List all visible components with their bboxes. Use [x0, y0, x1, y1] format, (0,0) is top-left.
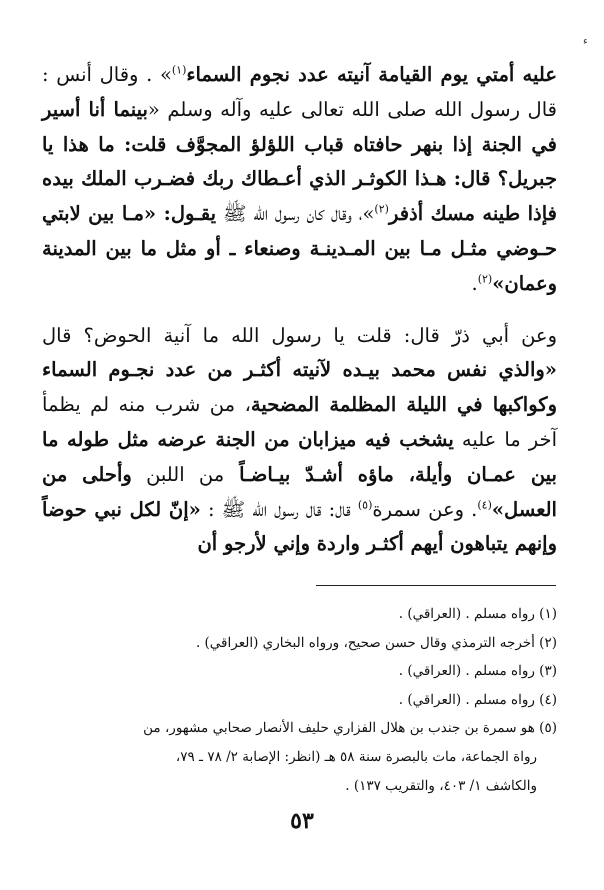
- footnote-5: (٥) هو سمرة بن جندب بن هلال الفزاري حليف الأنصار صحابي مشهور، من: [143, 720, 557, 737]
- footnotes: [42, 600, 557, 800]
- footnote-ref: (٥): [357, 498, 373, 512]
- body-text: قال رسول الله صلى الله تعالى عليه وآله وسلم «: [147, 97, 557, 121]
- footnote-separator: [316, 585, 556, 586]
- footnote-ref: (٢): [477, 272, 493, 286]
- body-text: ، من شرب منه لم يظمأ آخر ما عليه: [42, 393, 557, 451]
- quote-text: وأحلى من العسل»: [42, 462, 557, 521]
- footnote-4: (٤) رواه مسلم . (العراقي) .: [398, 691, 557, 708]
- quote-text: «إنّ لكل نبي حوضاً وإنهم يتباهون أيهم أكثـر واردة وإني لأرجو أن: [42, 497, 557, 556]
- footnote-5-cont: رواة الجماعة، مات بالبصرة سنة ٥٨ هـ (انظر: الإصابة ٢/ ٧٨ ـ ٧٩،: [175, 748, 537, 765]
- quote-text: آنيته عدد نجوم السماء: [186, 63, 379, 86]
- quote-text: «والذي نفس محمد بيـده لآنيته أكثـر من عدد نجـوم السماء وكواكبها في الليلة المظلمة المضحية: [42, 358, 557, 417]
- quote-text: بينما أنا أسير في الجنة إذا بنهر حافتاه قباب اللؤلؤ المجوَّف قلت: ما هذا يا جبريل؟ قال: هـذا الكوثـر الذي أعـطاك ربك فضـرب الملك بيده فإذا طينه مسك أذفر: [42, 97, 557, 226]
- body-text: »، وقال كان رسول الله ﷺ: [216, 202, 375, 226]
- main-text: [42, 58, 557, 562]
- footnote-ref: (٢): [374, 202, 389, 216]
- body-text: » . وقال أنس :: [42, 63, 172, 86]
- corner-mark: ء: [583, 36, 588, 47]
- footnote-5-cont: والكاشف ١/ ٤٠٣، والتقريب ١٣٧) .: [345, 777, 537, 794]
- paragraph-2: [42, 319, 557, 563]
- footnote-1: (١) رواه مسلم . (العراقي) .: [398, 606, 557, 622]
- quote-text: عليه أمتي يوم القيامة: [378, 63, 557, 86]
- body-text: .: [471, 271, 478, 295]
- footnote-ref: (١): [171, 63, 187, 77]
- footnote-2: (٢) أخرجه الترمذي وقال حسن صحيح، ورواه البخاري (العراقي) .: [195, 634, 557, 651]
- body-text: وعن أبي ذرّ قال: قلت يا رسول الله ما آنية الحوض؟ قال: [42, 323, 557, 347]
- body-text: . وعن سمرة: [372, 497, 478, 521]
- footnote-3: (٣) رواه مسلم . (العراقي) .: [398, 663, 557, 680]
- quote-text: يقـول: «مـا بين لابتي حـوضي مثـل مـا بين المـدينـة وصنعاء ـ أو مثل ما بين المدينة وعمان»: [42, 202, 557, 295]
- body-text: من اللبن: [131, 462, 225, 486]
- paragraph-1: [42, 58, 557, 302]
- quote-text: يشخب فيه ميزابان من الجنة عرضه مثل طوله ما بين عمـان وأيلة، ماؤه أشـدّ بيـاضـاً: [42, 427, 557, 486]
- body-text: قال: قال رسول الله ﷺ :: [200, 497, 358, 521]
- footnote-ref: (٤): [477, 498, 492, 512]
- page-number: ٥٣: [290, 808, 314, 834]
